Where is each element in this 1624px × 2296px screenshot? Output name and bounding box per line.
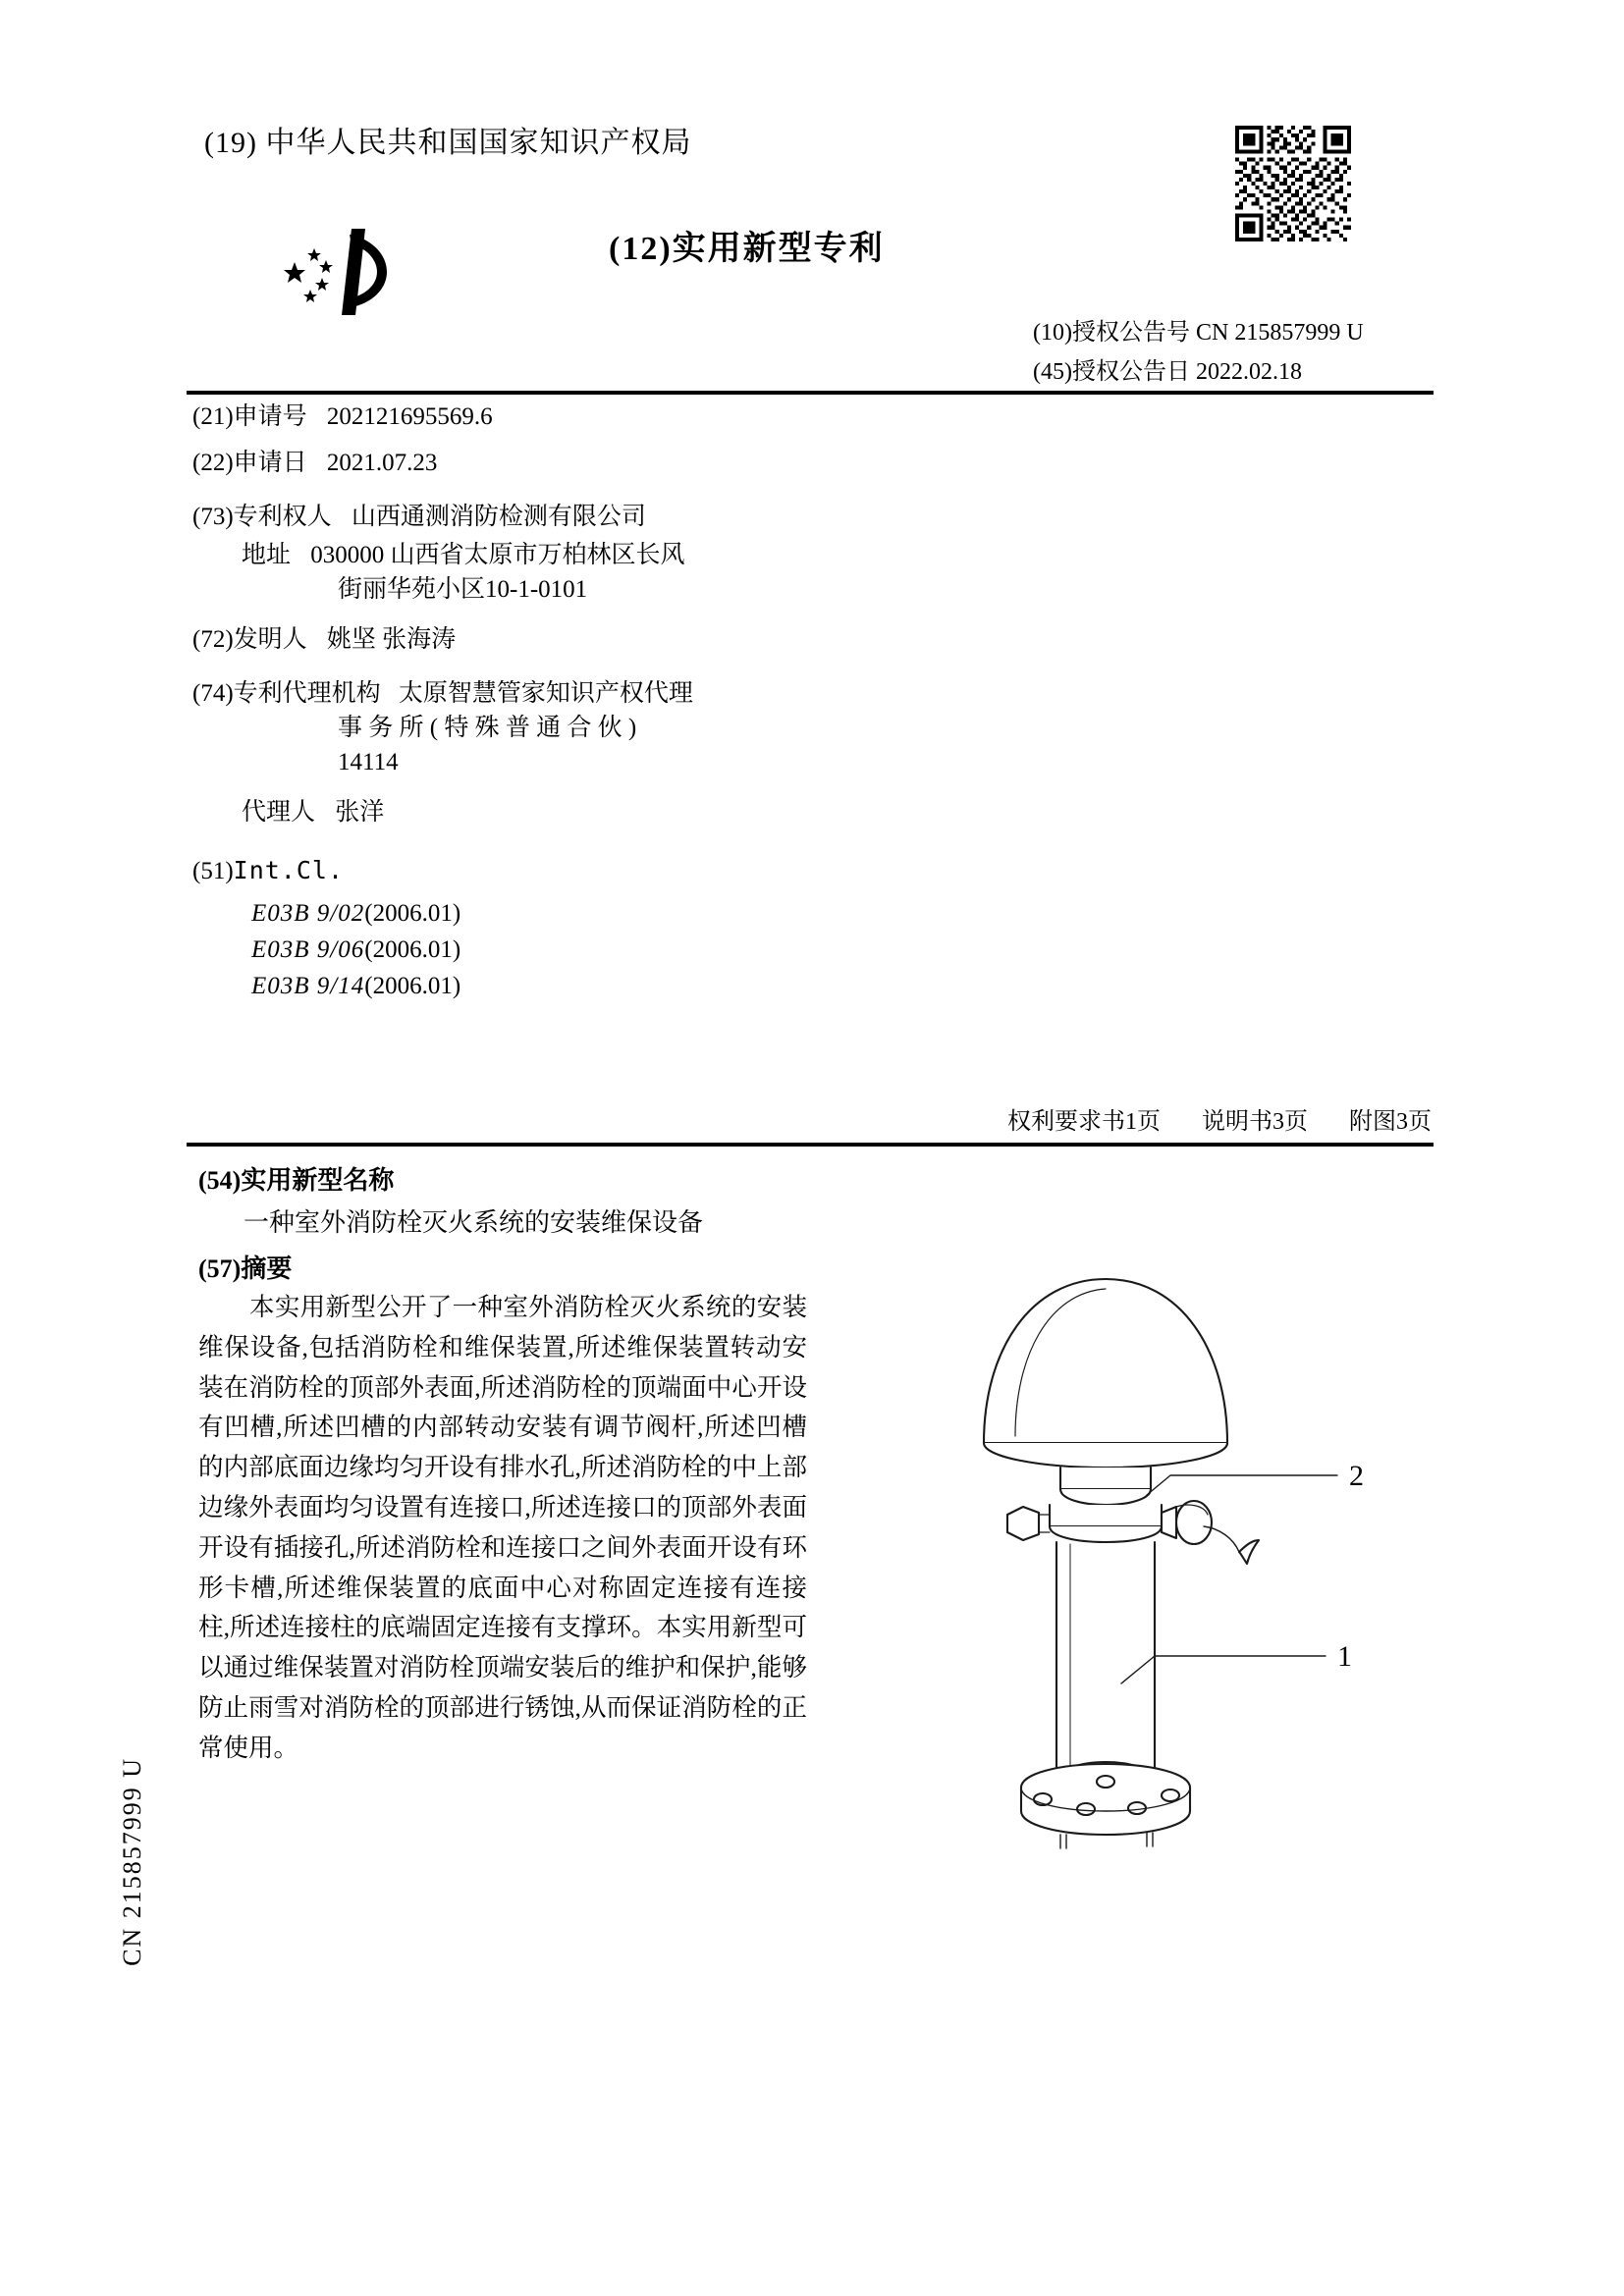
agency-row-3 <box>338 750 978 774</box>
patentee-label: 专利权人 <box>233 504 332 530</box>
office-code: (19) <box>204 127 257 159</box>
inventor-label: 发明人 <box>233 626 307 653</box>
agent-row <box>242 800 978 825</box>
application-date-row <box>192 451 978 475</box>
application-number-value: 202121695569.6 <box>326 403 493 430</box>
header-divider <box>187 391 1434 395</box>
agent-label: 代理人 <box>242 799 316 826</box>
application-number-label: 申请号 <box>233 403 307 430</box>
ipc-version: (2006.01) <box>364 900 461 927</box>
agency-row-2 <box>338 716 978 740</box>
agent-value: 张洋 <box>335 799 385 826</box>
application-date-value: 2021.07.23 <box>326 450 438 476</box>
inventor-row <box>192 627 978 652</box>
publication-number-value: CN 215857999 U <box>1195 320 1364 346</box>
agency-line-2: 事 务 所 ( 特 殊 普 通 合 伙 ) <box>338 715 637 741</box>
title-section-heading <box>198 1160 394 1197</box>
claims-page-count: 权利要求书1页 <box>1007 1109 1161 1135</box>
publication-date-value: 2022.02.18 <box>1195 359 1302 385</box>
publication-number-label: 授权公告号 <box>1071 320 1190 346</box>
ipc-symbol: E03B 9/06 <box>251 936 365 963</box>
description-page-count: 说明书3页 <box>1202 1109 1308 1135</box>
publication-date <box>1033 351 1302 386</box>
address-label: 地址 <box>242 542 292 568</box>
int-cl-label: Int.Cl. <box>233 856 345 884</box>
application-date-code: (22) <box>192 450 234 476</box>
abstract-section-label: 摘要 <box>241 1255 293 1283</box>
side-publication-code: CN 215857999 U <box>118 1757 146 1966</box>
publication-date-label: 授权公告日 <box>1071 359 1190 385</box>
patentee-row <box>192 505 978 529</box>
document-type-name: 实用新型专利 <box>672 231 885 267</box>
inventor-value: 姚坚 张海涛 <box>326 626 457 653</box>
publication-number-code: (10) <box>1033 320 1072 346</box>
publication-number <box>1033 312 1364 347</box>
title-section-label: 实用新型名称 <box>241 1166 395 1195</box>
application-date-label: 申请日 <box>233 450 307 476</box>
invention-title: 一种室外消防栓灭火系统的安装维保设备 <box>244 1208 704 1237</box>
abstract-text: 本实用新型公开了一种室外消防栓灭火系统的安装维保设备,包括消防栓和维保装置,所述维保装置转动安装在消防栓的顶部外表面,所述消防栓的顶端面中心开设有凹槽,所述凹槽的内部转动安装有调节阀杆,所述凹槽的内部底面边缘均匀开设有排水孔,所述消防栓的中上部边缘外表面均匀设置有连接口,所述连接口的顶部外表面开设有插接孔,所述消防栓和连接口之间外表面开设有环形卡槽,所述维保装置的底面中心对称固定连接有连接柱,所述连接柱的底端固定连接有支撑环。本实用新型可以通过维保装置对消防栓顶端安装后的维护和保护,能够防止雨雪对消防栓的顶部进行锈蚀,从而保证消防栓的正常使用。 <box>198 1293 807 1762</box>
patentee-value: 山西通测消防检测有限公司 <box>351 504 646 530</box>
bibliographic-data <box>192 404 978 1010</box>
ipc-version: (2006.01) <box>364 973 461 999</box>
patentee-code: (73) <box>192 504 234 530</box>
abstract-figure <box>913 1232 1424 1919</box>
ipc-version: (2006.01) <box>364 936 461 963</box>
address-line-1: 030000 山西省太原市万柏林区长风 <box>310 542 685 568</box>
qr-code-icon <box>1235 126 1351 241</box>
office-name: 中华人民共和国国家知识产权局 <box>265 127 692 159</box>
document-type-title <box>609 221 885 269</box>
application-number-row <box>192 404 978 429</box>
application-number-code: (21) <box>192 403 234 430</box>
ipc-entry <box>251 901 978 926</box>
issuing-office <box>204 118 691 161</box>
section-divider <box>187 1143 1434 1147</box>
agency-label: 专利代理机构 <box>233 680 381 707</box>
inventor-code: (72) <box>192 626 234 653</box>
agency-line-1: 太原智慧管家知识产权代理 <box>398 680 693 707</box>
agency-row <box>192 681 978 706</box>
ipc-entry <box>251 937 978 962</box>
agency-code: (74) <box>192 680 234 707</box>
cnipa-emblem-icon <box>265 221 412 324</box>
int-cl-row <box>192 858 978 883</box>
abstract-section-code: (57) <box>198 1255 242 1283</box>
document-type-code: (12) <box>609 231 673 267</box>
address-row-2 <box>338 577 978 602</box>
address-line-2: 街丽华苑小区10-1-0101 <box>338 576 588 603</box>
agency-code-number: 14114 <box>338 749 399 775</box>
int-cl-code: (51) <box>192 858 234 884</box>
page-counts <box>1007 1101 1432 1136</box>
title-section-code: (54) <box>198 1166 242 1195</box>
ipc-symbol: E03B 9/02 <box>251 900 365 927</box>
hydrant-drawing <box>913 1232 1424 1919</box>
ipc-symbol: E03B 9/14 <box>251 973 365 999</box>
address-row <box>242 543 978 567</box>
drawings-page-count: 附图3页 <box>1349 1109 1432 1135</box>
ipc-entry <box>251 974 978 998</box>
publication-date-code: (45) <box>1033 359 1072 385</box>
callout-1-label: 1 <box>1337 1640 1352 1673</box>
abstract-section-heading <box>198 1249 292 1285</box>
callout-2-label: 2 <box>1349 1460 1364 1492</box>
